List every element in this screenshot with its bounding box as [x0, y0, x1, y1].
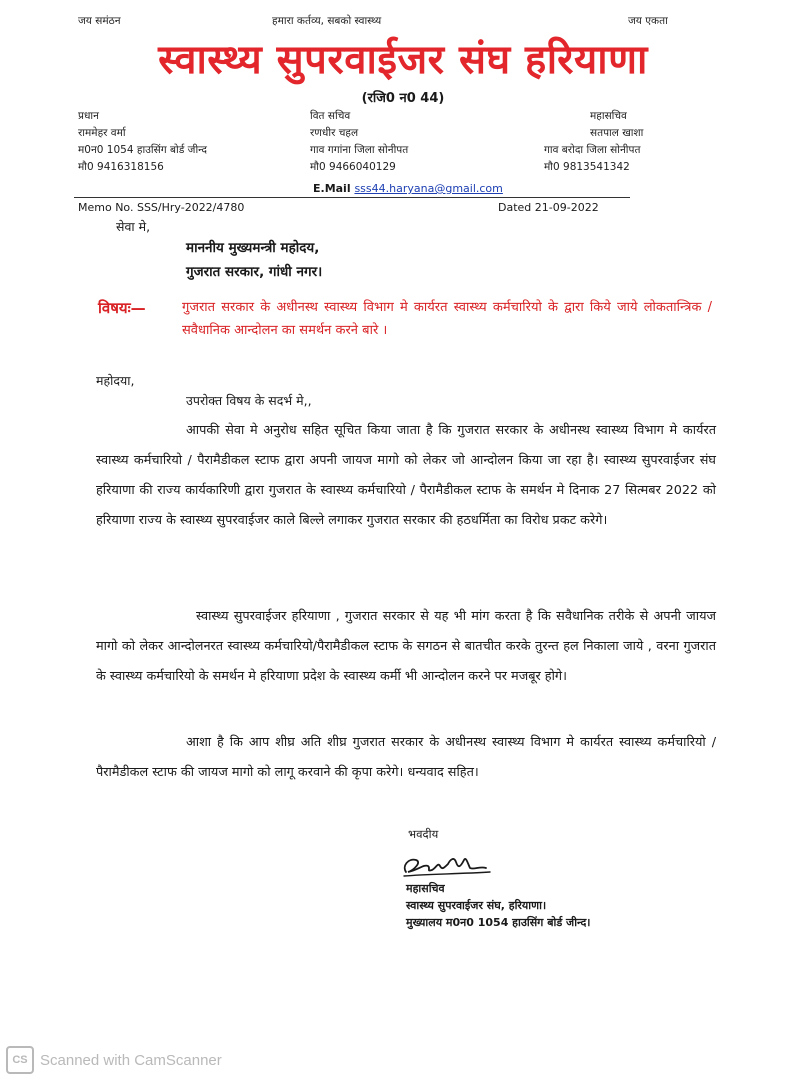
officer-role: वित सचिव — [310, 110, 351, 122]
slogan-left: जय समंठन — [78, 15, 121, 27]
officer-name: रणधीर चहल — [310, 127, 359, 139]
body-paragraph-1: आपकी सेवा मे अनुरोध सहित सूचित किया जाता है कि गुजरात सरकार के अधीनस्थ स्वास्थ्य विभाग मे कार्यरत स्वास्थ्य कर्मचारियो / पैरामैडीकल स्टाफ द्वारा अपनी जायज मागो को लेकर जो आन्दोलन किया जा रहा है। स्वास्थ्य सुपरवाईजर संघ हरियाणा की राज्य कार्यकारिणी द्वारा गुजरात के स्वास्थ्य कर्मचारियो / पैरामैडीकल स्टाफ के समर्थन मे दिनाक 27 सित्मबर 2022 को हरियाणा राज्य के स्वास्थ्य सुपरवाईजर काले बिल्ले लगाकर गुजरात सरकार की हठधर्मिता का विरोध प्रकट करेगे। — [96, 423, 716, 528]
officer-phone: मौ0 9466040129 — [310, 161, 396, 173]
officer-address: गाव बरोदा जिला सोनीपत — [544, 144, 641, 156]
officer-phone: मौ0 9416318156 — [78, 161, 164, 173]
organization-title: स्वास्थ्य सुपरवाईजर संघ हरियाणा — [158, 37, 648, 83]
officer-name: राममेहर वर्मा — [78, 127, 126, 139]
officer-address: गाव गगांना जिला सोनीपत — [310, 144, 409, 156]
recipient-line-1: माननीय मुख्यमन्त्री महोदय, — [186, 240, 320, 256]
signer-organization: स्वास्थ्य सुपरवाईजर संघ, हरियाणा। — [406, 899, 547, 912]
registration-number: (रजि0 न0 44) — [361, 91, 445, 106]
closing: भवदीय — [408, 827, 439, 841]
reference-line: उपरोक्त विषय के सदर्भ मे,, — [186, 393, 312, 408]
email-label: E.Mail — [313, 182, 351, 195]
officer-president — [78, 108, 207, 176]
officer-phone: मौ0 9813541342 — [544, 161, 630, 173]
signature-image — [398, 846, 494, 882]
slogan-center: हमारा कर्तव्य, सबको स्वास्थ्य — [272, 15, 382, 27]
officer-role: महासचिव — [590, 110, 627, 122]
to-salutation: सेवा मे, — [116, 219, 151, 234]
camscanner-watermark — [6, 1046, 222, 1074]
header-divider — [74, 197, 630, 198]
signer-title: महासचिव — [406, 882, 445, 895]
officer-general-secretary — [544, 108, 643, 176]
officer-address: म0न0 1054 हाउसिंग बोर्ड जीन्द — [78, 144, 207, 156]
slogan-right: जय एकता — [628, 15, 668, 27]
body-paragraph-3: आशा है कि आप शीघ्र अति शीघ्र गुजरात सरकार के अधीनस्थ स्वास्थ्य विभाग मे कार्यरत स्वास्थ्य कर्मचारियो / पैरामैडीकल स्टाफ की जायज मागो को लागू करवाने की कृपा करेगे। धन्यवाद सहित। — [96, 735, 716, 780]
officer-role: प्रधान — [78, 110, 99, 122]
signer-block — [406, 880, 590, 931]
subject-label: विषयः— — [98, 299, 146, 317]
officer-finance-secretary — [310, 108, 408, 176]
camscanner-logo: CS — [6, 1046, 34, 1074]
recipient-line-2: गुजरात सरकार, गांधी नगर। — [186, 264, 323, 280]
body-paragraph-2: स्वास्थ्य सुपरवाईजर हरियाणा , गुजरात सरकार से यह भी मांग करता है कि सवैधानिक तरीके से अपनी जायज मागो को लेकर आन्दोलनरत स्वास्थ्य कर्मचारियो/पैरामैडीकल स्टाफ के सगठन से बातचीत करके तुरन्त हल निकाला जाये , वरना गुजरात के स्वास्थ्य कर्मचारियो के समर्थन मे हरियाणा प्रदेश के स्वास्थ्य कर्मी भी आन्दोलन करने पर मजबूर होगे। — [96, 609, 716, 684]
subject-text: गुजरात सरकार के अधीनस्थ स्वास्थ्य विभाग मे कार्यरत स्वास्थ्य कर्मचारियो के द्वारा किये जाये लोकतान्त्रिक / सवैधानिक आन्दोलन का समर्थन करने बारे । — [182, 300, 712, 338]
signer-address: मुख्यालय म0न0 1054 हाउसिंग बोर्ड जीन्द। — [406, 916, 591, 929]
memo-date: Dated 21-09-2022 — [498, 201, 599, 214]
email-row — [313, 182, 503, 195]
recipient-block — [186, 236, 322, 284]
email-link[interactable]: sss44.haryana@gmail.com — [354, 182, 503, 195]
memo-number: Memo No. SSS/Hry-2022/4780 — [78, 201, 245, 214]
camscanner-text: Scanned with CamScanner — [40, 1051, 222, 1069]
officer-name: सतपाल खाशा — [590, 127, 644, 139]
greeting: महोदया, — [96, 373, 135, 388]
